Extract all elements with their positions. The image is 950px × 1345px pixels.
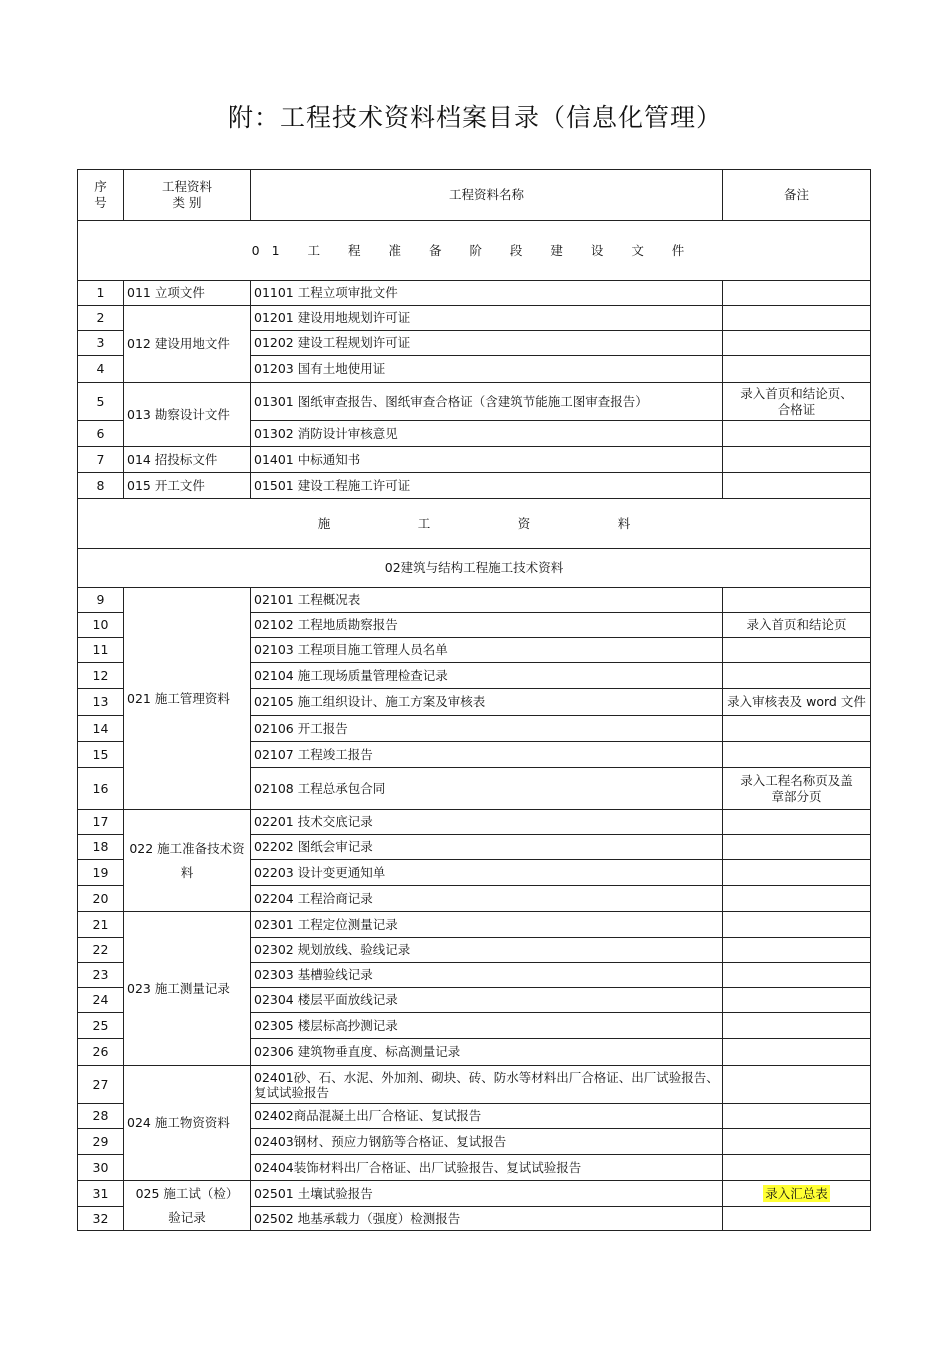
category-cell: 025 施工试（检） [124, 1181, 251, 1207]
row-remark [723, 912, 871, 938]
table-row [78, 1181, 871, 1207]
category-cell-continued: 验记录 [124, 1207, 251, 1231]
row-remark [723, 447, 871, 473]
row-seq: 26 [78, 1039, 124, 1066]
row-seq: 28 [78, 1104, 124, 1129]
row-name: 02502 地基承载力（强度）检测报告 [251, 1207, 723, 1231]
row-name: 02103 工程项目施工管理人员名单 [251, 638, 723, 663]
row-name: 02201 技术交底记录 [251, 810, 723, 835]
row-seq: 31 [78, 1181, 124, 1207]
row-seq: 9 [78, 588, 124, 613]
table-header-row [78, 170, 871, 221]
row-name: 02501 土壤试验报告 [251, 1181, 723, 1207]
row-name: 02102 工程地质勘察报告 [251, 613, 723, 638]
row-name: 02304 楼层平面放线记录 [251, 988, 723, 1013]
row-remark [723, 356, 871, 383]
stage2-char: 料 [617, 515, 631, 531]
archive-catalog-table [77, 169, 871, 1231]
stage2-char: 资 [517, 515, 531, 531]
row-name: 01203 国有土地使用证 [251, 356, 723, 383]
row-name: 02306 建筑物垂直度、标高测量记录 [251, 1039, 723, 1066]
row-seq: 2 [78, 306, 124, 331]
row-remark [723, 1104, 871, 1129]
row-seq: 17 [78, 810, 124, 835]
row-remark [723, 1181, 871, 1207]
table-row [78, 281, 871, 306]
subsection-title: 02建筑与结构工程施工技术资料 [78, 549, 871, 588]
table-row [78, 1207, 871, 1231]
table-row [78, 306, 871, 331]
row-remark [723, 588, 871, 613]
row-seq: 25 [78, 1013, 124, 1039]
row-remark: 录入工程名称页及盖 章部分页 [723, 768, 871, 810]
row-name: 02402商品混凝土出厂合格证、复试报告 [251, 1104, 723, 1129]
row-seq: 32 [78, 1207, 124, 1231]
row-name: 02403钢材、预应力钢筋等合格证、复试报告 [251, 1129, 723, 1155]
row-seq: 20 [78, 886, 124, 912]
row-name: 01501 建设工程施工许可证 [251, 473, 723, 499]
category-cell: 024 施工物资资料 [124, 1066, 251, 1181]
row-name: 01401 中标通知书 [251, 447, 723, 473]
category-cell: 021 施工管理资料 [124, 588, 251, 810]
row-remark [723, 421, 871, 447]
row-remark [723, 886, 871, 912]
subsection-row [78, 549, 871, 588]
row-remark [723, 716, 871, 742]
row-remark: 录入首页和结论页 [723, 613, 871, 638]
row-seq: 6 [78, 421, 124, 447]
document-title: 附：工程技术资料档案目录（信息化管理） [227, 103, 722, 132]
header-remark: 备注 [723, 170, 871, 221]
section-title-stage1: 01 工 程 准 备 阶 段 建 设 文 件 [78, 221, 871, 281]
row-remark [723, 1039, 871, 1066]
row-name: 01101 工程立项审批文件 [251, 281, 723, 306]
row-name: 02106 开工报告 [251, 716, 723, 742]
category-cell: 015 开工文件 [124, 473, 251, 499]
row-remark: 录入首页和结论页、 合格证 [723, 383, 871, 421]
row-name: 01302 消防设计审核意见 [251, 421, 723, 447]
table-row [78, 1066, 871, 1104]
highlight-remark: 录入汇总表 [765, 1185, 828, 1201]
row-seq: 5 [78, 383, 124, 421]
row-remark [723, 1066, 871, 1104]
category-cell: 012 建设用地文件 [124, 306, 251, 383]
table-row [78, 588, 871, 613]
row-seq: 30 [78, 1155, 124, 1181]
row-seq: 23 [78, 963, 124, 988]
row-name: 02108 工程总承包合同 [251, 768, 723, 810]
row-remark [723, 1155, 871, 1181]
row-seq: 24 [78, 988, 124, 1013]
section-title-stage2 [78, 499, 871, 549]
row-remark: 录入审核表及 word 文件 [723, 689, 871, 716]
row-remark [723, 810, 871, 835]
row-name: 02404装饰材料出厂合格证、出厂试验报告、复试试验报告 [251, 1155, 723, 1181]
row-seq: 18 [78, 835, 124, 860]
table-row [78, 912, 871, 938]
row-seq: 8 [78, 473, 124, 499]
table-row [78, 810, 871, 835]
row-remark [723, 835, 871, 860]
row-seq: 12 [78, 663, 124, 689]
row-name: 02401砂、石、水泥、外加剂、砌块、砖、防水等材料出厂合格证、出厂试验报告、复试试验报告 [251, 1066, 723, 1104]
category-cell: 011 立项文件 [124, 281, 251, 306]
row-name: 02105 施工组织设计、施工方案及审核表 [251, 689, 723, 716]
row-seq: 10 [78, 613, 124, 638]
row-remark [723, 331, 871, 356]
row-name: 02301 工程定位测量记录 [251, 912, 723, 938]
row-remark [723, 742, 871, 768]
row-remark [723, 988, 871, 1013]
category-cell: 013 勘察设计文件 [124, 383, 251, 447]
row-name: 02202 图纸会审记录 [251, 835, 723, 860]
category-cell: 014 招投标文件 [124, 447, 251, 473]
row-remark [723, 663, 871, 689]
row-seq: 21 [78, 912, 124, 938]
row-seq: 27 [78, 1066, 124, 1104]
row-remark [723, 860, 871, 886]
row-name: 02101 工程概况表 [251, 588, 723, 613]
row-seq: 14 [78, 716, 124, 742]
row-name: 02104 施工现场质量管理检查记录 [251, 663, 723, 689]
stage2-char: 工 [417, 515, 431, 531]
row-seq: 19 [78, 860, 124, 886]
row-seq: 7 [78, 447, 124, 473]
row-remark [723, 1129, 871, 1155]
row-name: 02302 规划放线、验线记录 [251, 938, 723, 963]
row-remark [723, 281, 871, 306]
row-name: 02305 楼层标高抄测记录 [251, 1013, 723, 1039]
row-name: 02203 设计变更通知单 [251, 860, 723, 886]
row-name: 01201 建设用地规划许可证 [251, 306, 723, 331]
row-seq: 3 [78, 331, 124, 356]
row-seq: 11 [78, 638, 124, 663]
row-name: 02107 工程竣工报告 [251, 742, 723, 768]
category-cell: 023 施工测量记录 [124, 912, 251, 1066]
row-seq: 15 [78, 742, 124, 768]
table-row [78, 473, 871, 499]
row-seq: 29 [78, 1129, 124, 1155]
row-seq: 22 [78, 938, 124, 963]
row-remark [723, 1013, 871, 1039]
row-name: 01202 建设工程规划许可证 [251, 331, 723, 356]
category-cell: 022 施工准备技术资料 [124, 810, 251, 912]
row-seq: 4 [78, 356, 124, 383]
row-seq: 13 [78, 689, 124, 716]
row-remark [723, 638, 871, 663]
row-remark [723, 306, 871, 331]
row-name: 01301 图纸审查报告、图纸审查合格证（含建筑节能施工图审查报告） [251, 383, 723, 421]
table-row [78, 447, 871, 473]
header-seq: 序 号 [78, 170, 124, 221]
table-row [78, 383, 871, 421]
row-remark [723, 938, 871, 963]
header-category: 工程资料 类 别 [124, 170, 251, 221]
header-name: 工程资料名称 [251, 170, 723, 221]
section-row [78, 221, 871, 281]
row-remark [723, 1207, 871, 1231]
row-name: 02303 基槽验线记录 [251, 963, 723, 988]
stage2-char: 施 [317, 515, 331, 531]
row-remark [723, 963, 871, 988]
row-name: 02204 工程洽商记录 [251, 886, 723, 912]
row-seq: 1 [78, 281, 124, 306]
row-seq: 16 [78, 768, 124, 810]
section-row [78, 499, 871, 549]
row-remark [723, 473, 871, 499]
